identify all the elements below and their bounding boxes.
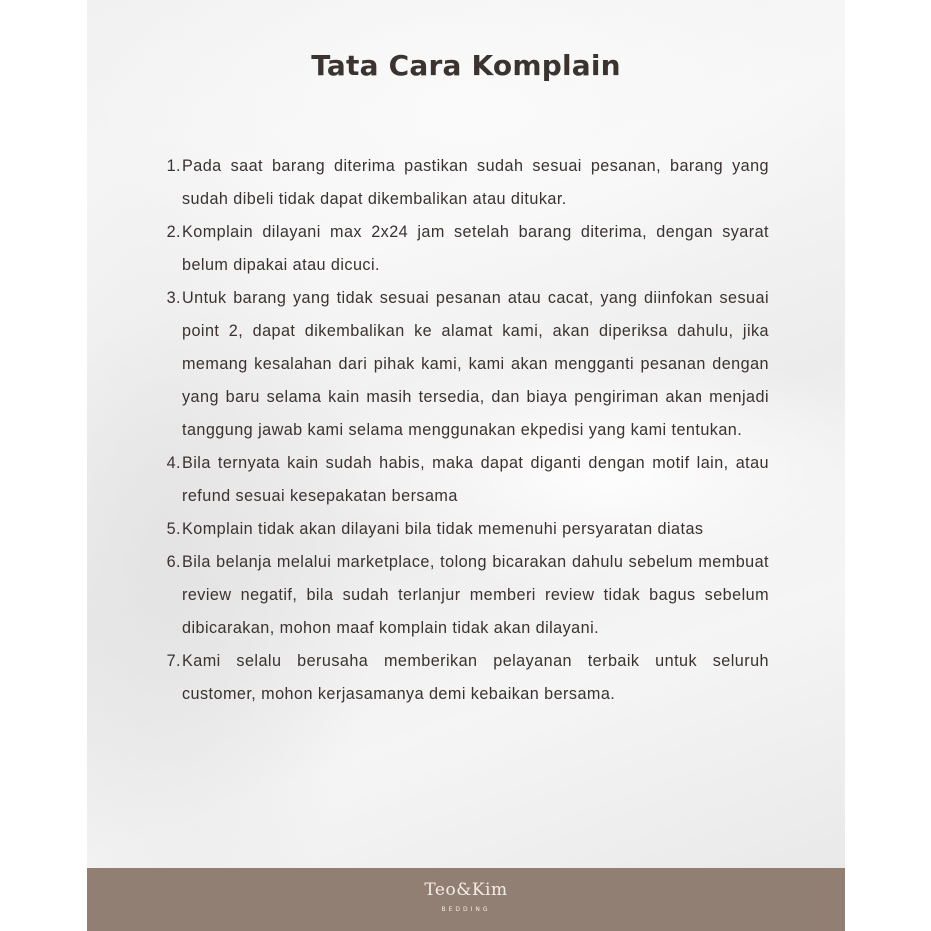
list-item-text: Bila ternyata kain sudah habis, maka dapat diganti dengan motif lain, atau refund sesuai kesepakatan bersama: [182, 454, 769, 505]
complaint-rules-list: [87, 150, 845, 711]
brand-tagline: BEDDING: [441, 906, 491, 913]
list-item-number: 4.: [166, 454, 181, 472]
list-item-text: Pada saat barang diterima pastikan sudah sesuai pesanan, barang yang sudah dibeli tidak dapat dikembalikan atau ditukar.: [182, 157, 769, 208]
list-item: [87, 447, 845, 513]
list-item-number: 6.: [166, 553, 181, 571]
list-item-number: 3.: [166, 289, 181, 307]
list-item: [87, 513, 845, 546]
list-item: [87, 546, 845, 645]
list-item-number: 5.: [166, 520, 181, 538]
list-item: [87, 150, 845, 216]
list-item: [87, 645, 845, 711]
brand-footer: [87, 868, 845, 931]
list-item-number: 2.: [166, 223, 181, 241]
list-item-number: 7.: [166, 652, 181, 670]
list-item: [87, 282, 845, 447]
list-item-text: Komplain tidak akan dilayani bila tidak memenuhi persyaratan diatas: [182, 520, 704, 538]
list-item-text: Untuk barang yang tidak sesuai pesanan atau cacat, yang diinfokan sesuai point 2, dapat dikembalikan ke alamat kami, akan diperiksa dahulu, jika memang kesalahan dari pihak kami, kami akan mengganti pesanan dengan yang baru selama kain masih tersedia, dan biaya pengiriman akan menjadi tanggung jawab kami selama menggunakan ekpedisi yang kami tentukan.: [182, 289, 769, 439]
page-title: Tata Cara Komplain: [311, 49, 621, 82]
list-item-text: Kami selalu berusaha memberikan pelayanan terbaik untuk seluruh customer, mohon kerjasamanya demi kebaikan bersama.: [182, 652, 769, 703]
list-item-number: 1.: [166, 157, 181, 175]
list-item: [87, 216, 845, 282]
list-item-text: Bila belanja melalui marketplace, tolong bicarakan dahulu sebelum membuat review negatif, bila sudah terlanjur memberi review tidak bagus sebelum dibicarakan, mohon maaf komplain tidak akan dilayani.: [182, 553, 769, 637]
list-item-text: Komplain dilayani max 2x24 jam setelah barang diterima, dengan syarat belum dipakai atau dicuci.: [182, 223, 769, 274]
document-card: [87, 0, 845, 868]
brand-logo-text: Teo&Kim: [424, 880, 508, 900]
